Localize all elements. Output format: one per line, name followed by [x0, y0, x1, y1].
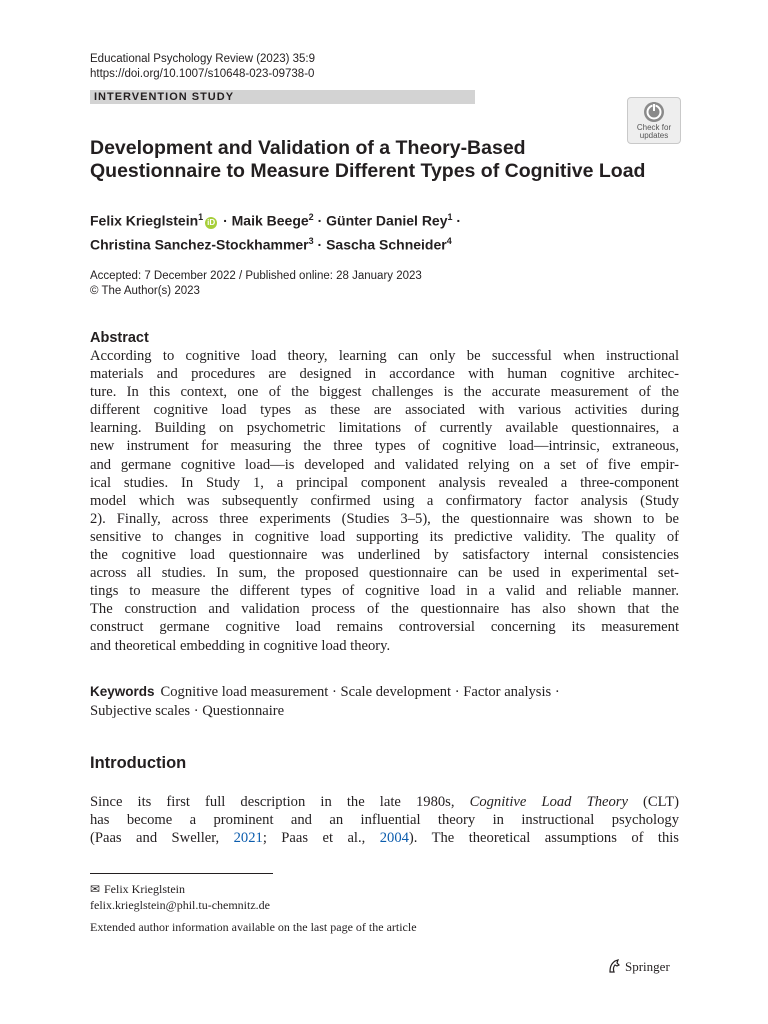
citation-link[interactable]: 2021	[233, 830, 263, 847]
contact-author	[90, 881, 185, 897]
keywords-block	[90, 682, 560, 721]
author-separator: ·	[317, 236, 323, 253]
intro-line: (Paas and Sweller, 2021; Paas et al., 2004). The theoretical assumptions of this	[90, 830, 679, 847]
author-separator: ·	[456, 212, 462, 229]
abstract-line: materials and procedures are designed in accordance with human cognitive architec-	[90, 366, 679, 383]
doi-link[interactable]: https://doi.org/10.1007/s10648-023-09738-0	[90, 68, 315, 80]
author-affiliation: 1	[447, 212, 453, 222]
author-separator: ·	[223, 212, 228, 229]
abstract-heading: Abstract	[90, 330, 149, 346]
abstract-body	[90, 347, 679, 655]
abstract-line: construct germane cognitive load remains controversial concerning its measurement	[90, 619, 679, 636]
title-line-2: Questionnaire to Measure Different Types of Cognitive Load	[90, 160, 646, 182]
contact-name: Felix Krieglstein	[104, 882, 185, 896]
publication-dates	[90, 269, 422, 299]
keywords-line: Subjective scales · Questionnaire	[90, 703, 285, 719]
abstract-line: different cognitive load types as these are associated with various activities during	[90, 402, 679, 419]
introduction-body	[90, 793, 679, 847]
citation-link[interactable]: 2004	[379, 830, 409, 847]
contact-email[interactable]: felix.krieglstein@phil.tu-chemnitz.de	[90, 898, 270, 912]
journal-header	[90, 52, 315, 82]
journal-citation: Educational Psychology Review (2023) 35:9	[90, 53, 316, 65]
article-type-band	[90, 90, 475, 104]
abstract-line: The construction and validation process of the questionnaire has also shown that the	[90, 601, 679, 618]
abstract-line: ture. In this context, one of the biggest challenges is the accurate measurement of the	[90, 384, 679, 401]
author-name[interactable]: Sascha Schneider	[326, 236, 447, 253]
author-affiliation: 1	[198, 212, 204, 222]
springer-horse-icon	[606, 958, 622, 974]
abstract-line: the cognitive load questionnaire was underlined by satisfactory internal consistencies	[90, 547, 679, 564]
abstract-line: tings to measure the different types of cognitive load in a valid and reliable manner.	[90, 583, 679, 600]
author-name[interactable]: Felix Krieglstein	[90, 212, 199, 229]
publisher-name: Springer	[625, 959, 670, 974]
accepted-published-line: Accepted: 7 December 2022 / Published online: 28 January 2023	[90, 270, 422, 282]
author-list	[90, 207, 690, 254]
introduction-heading: Introduction	[90, 754, 187, 772]
title-line-1: Development and Validation of a Theory-Based	[90, 137, 526, 159]
keywords-label: Keywords	[90, 684, 155, 699]
abstract-line: and theoretical embedding in cognitive load theory.	[90, 637, 391, 654]
author-affiliation: 2	[308, 212, 314, 222]
keywords-line: Cognitive load measurement · Scale development · Factor analysis ·	[160, 684, 560, 700]
abstract-line: new instrument for measuring the three types of cognitive load—intrinsic, extraneous,	[90, 438, 679, 455]
abstract-line: across all studies. In sum, the proposed questionnaire can be used in experimental set-	[90, 565, 679, 582]
publisher-logo	[606, 958, 670, 975]
extended-author-info: Extended author information available on the last page of the article	[90, 920, 417, 934]
author-separator: ·	[317, 212, 323, 229]
abstract-line: sensitive to changes in cognitive load supporting its predictive validity. The quality of	[90, 528, 679, 545]
article-title	[90, 137, 650, 183]
abstract-line: ical studies. In Study 1, a principal component analysis revealed a three-component	[90, 474, 679, 491]
clt-term: Cognitive Load Theory	[469, 794, 628, 810]
author-name[interactable]: Maik Beege	[231, 212, 309, 229]
article-type-label: INTERVENTION STUDY	[94, 91, 235, 103]
check-updates-line2: updates	[639, 131, 669, 140]
abstract-line: and germane cognitive load—is developed and validated relying on a set of five empir-	[90, 456, 679, 473]
abstract-line: According to cognitive load theory, learning can only be successful when instructional	[90, 348, 679, 364]
author-name[interactable]: Christina Sanchez-Stockhammer	[90, 236, 309, 253]
abstract-line: 2). Finally, across three experiments (Studies 3–5), the questionnaire was shown to be	[90, 510, 679, 527]
envelope-icon: ✉	[90, 882, 101, 896]
footnote-divider	[90, 873, 273, 874]
abstract-line: learning. Building on psychometric limitations of currently available questionnaires, a	[90, 420, 679, 437]
check-updates-line1: Check for	[636, 123, 672, 132]
author-affiliation: 4	[446, 235, 452, 246]
orcid-icon[interactable]: iD	[207, 217, 216, 227]
author-name[interactable]: Günter Daniel Rey	[326, 212, 448, 229]
copyright-line: © The Author(s) 2023	[90, 285, 200, 297]
author-affiliation: 3	[308, 235, 314, 246]
intro-line: has become a prominent and an influential theory in instructional psychology	[90, 812, 679, 829]
intro-line: Since its first full description in the late 1980s, Cognitive Load Theory (CLT)	[90, 794, 679, 810]
abstract-line: model which was subsequently confirmed using a confirmatory factor analysis (Study	[90, 492, 679, 509]
check-updates-icon	[643, 101, 665, 123]
